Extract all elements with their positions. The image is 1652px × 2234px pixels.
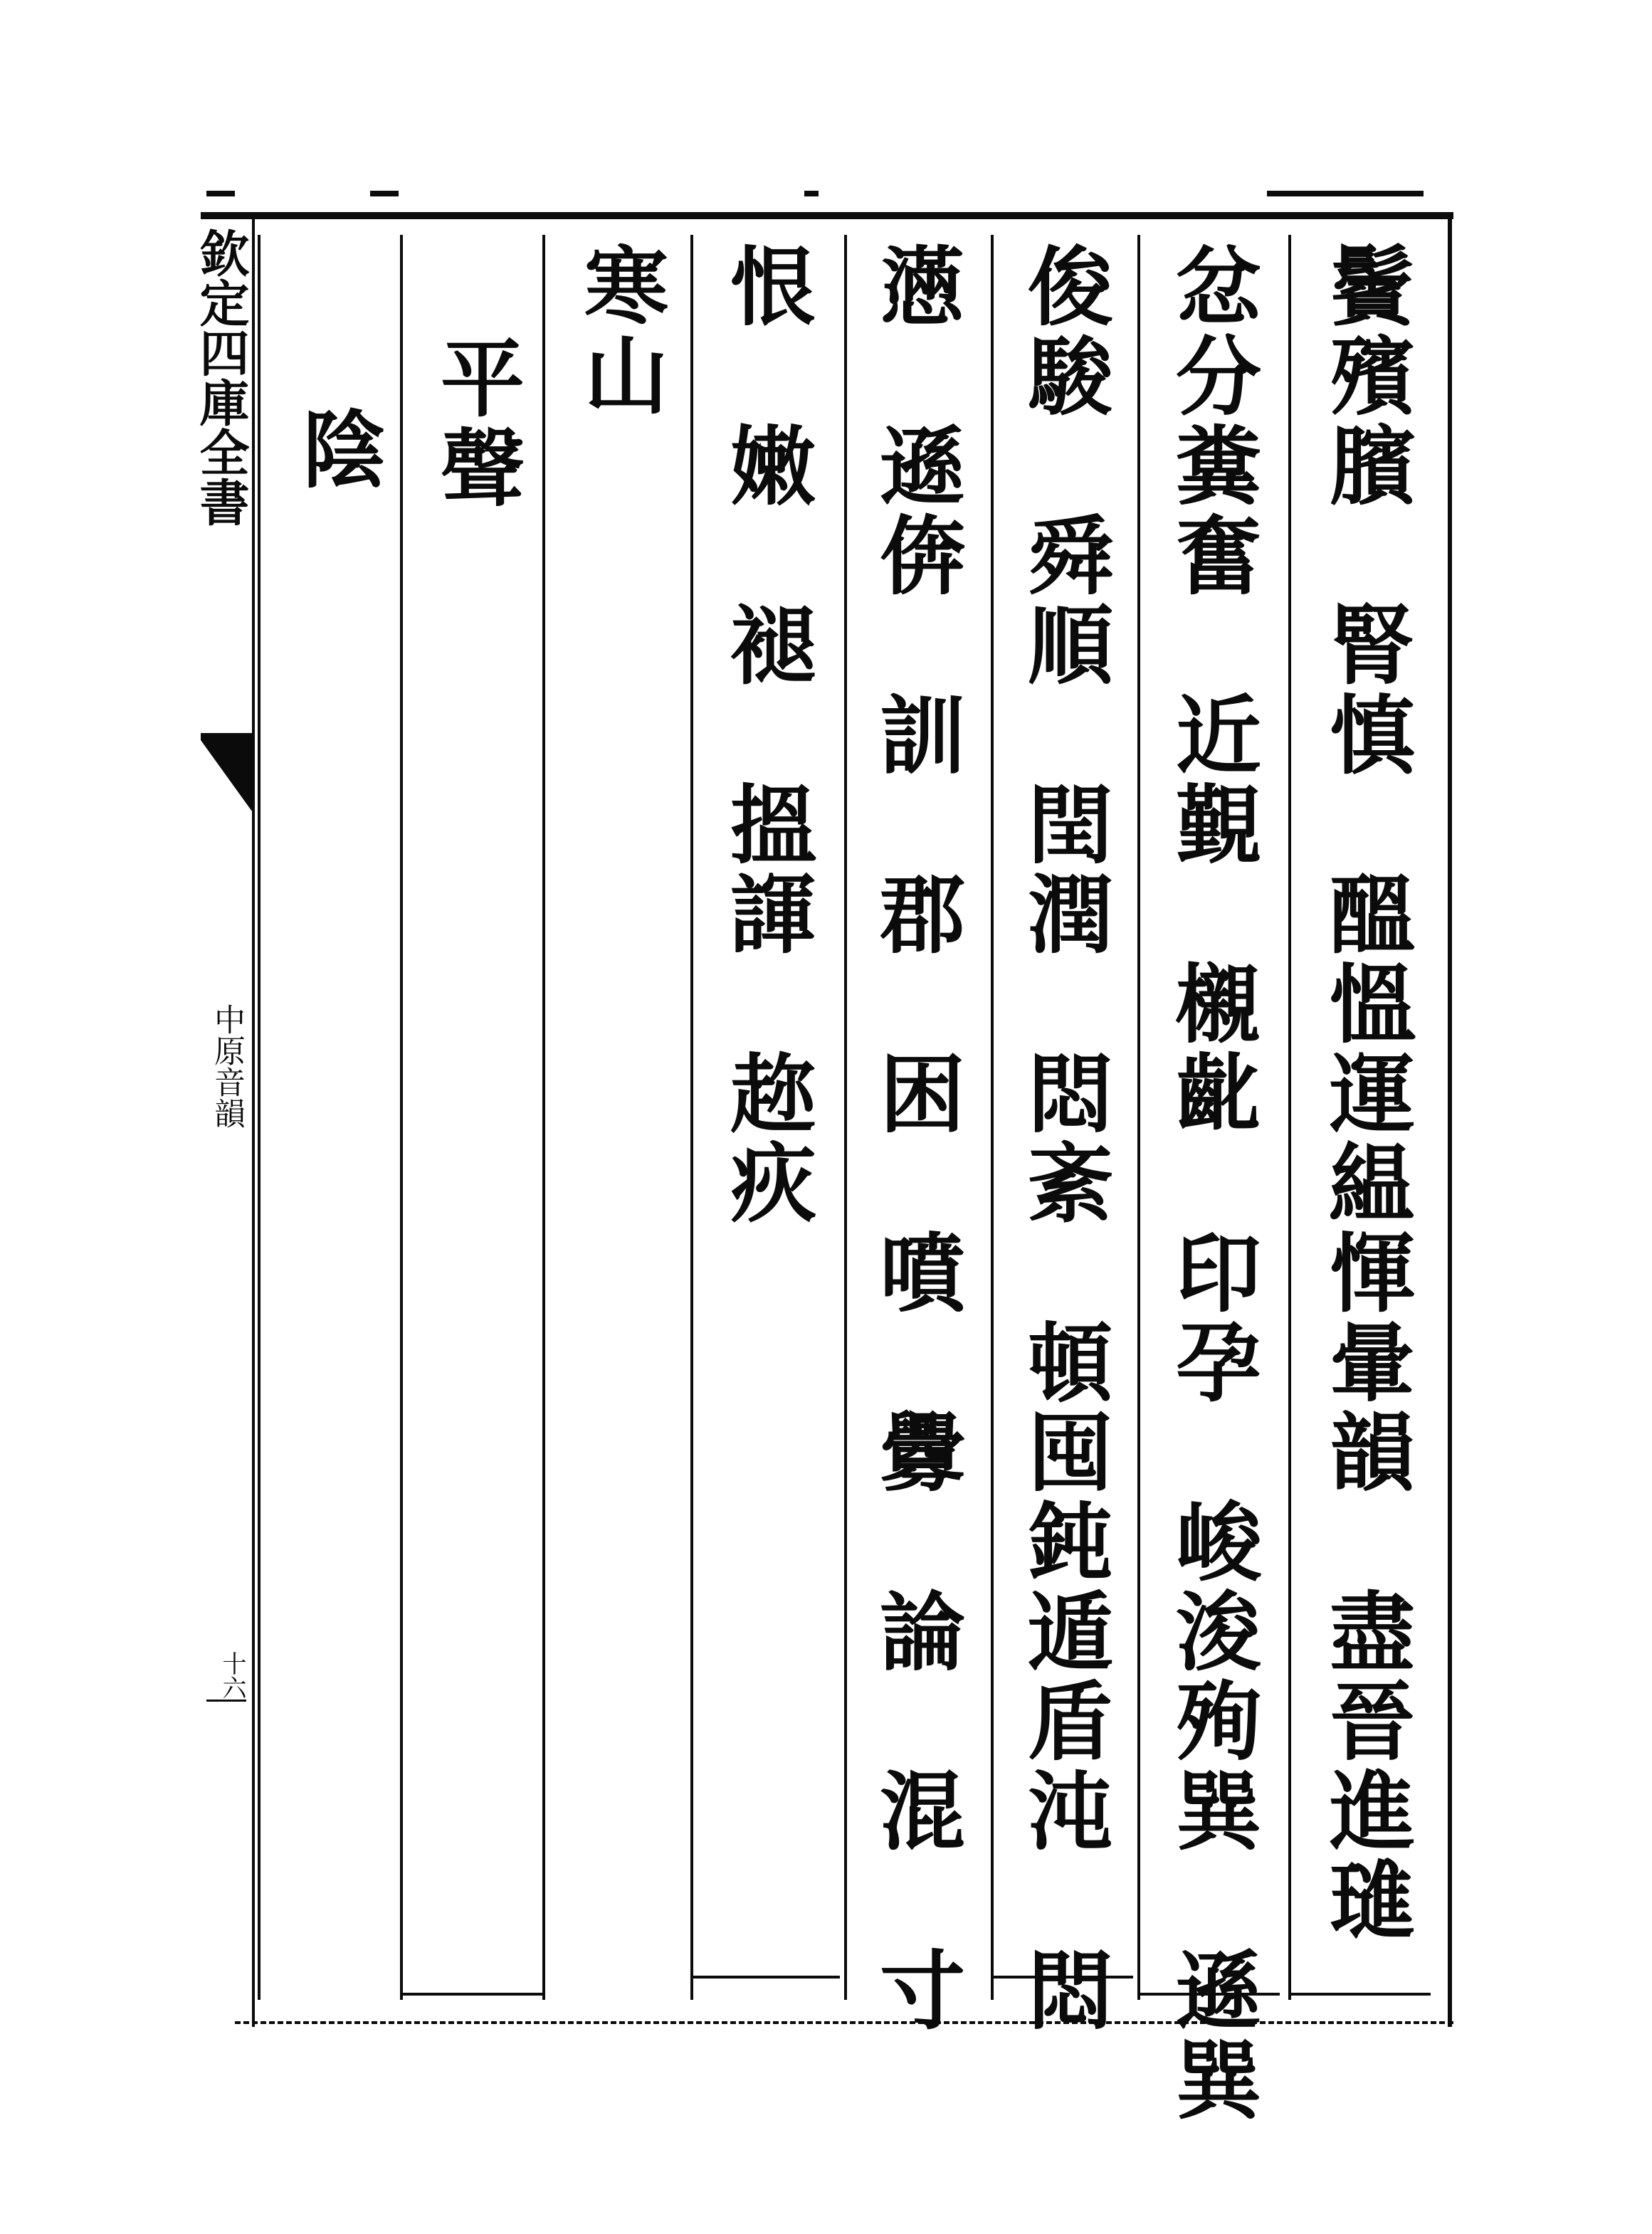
sub-heading: 陰 bbox=[288, 406, 387, 495]
margin-book-title: 中原音韻 bbox=[209, 1003, 245, 1129]
column-rule bbox=[690, 235, 693, 2000]
column-rule bbox=[400, 235, 403, 2000]
rhyme-section-heading: 寒山 bbox=[570, 242, 669, 421]
text-column-5: 恨 嫩 褪 搵諢 趂疢 bbox=[716, 242, 816, 1228]
column-box-bottom bbox=[400, 1993, 542, 1996]
column-rule bbox=[258, 235, 261, 2000]
column-rule bbox=[844, 235, 847, 2000]
top-border-mark bbox=[804, 191, 819, 196]
top-border-mark bbox=[370, 191, 399, 196]
column-rule bbox=[1288, 235, 1291, 2000]
tone-heading: 平聲 bbox=[426, 334, 525, 514]
column-rule bbox=[991, 235, 994, 2000]
top-border bbox=[201, 212, 1453, 219]
text-column-1: 鬢殯臏 腎慎 醞慍運緼惲暈韻 盡晉進璡 bbox=[1315, 242, 1416, 1946]
margin-page-number: 十六 bbox=[206, 1651, 246, 1702]
margin-title: 欽定四庫全書 bbox=[191, 228, 251, 527]
fish-tail-mark-icon bbox=[201, 733, 252, 811]
right-border bbox=[1448, 214, 1452, 2027]
column-rule bbox=[1137, 235, 1140, 2000]
text-column-2: 忿分糞奮 近覲 櫬齔 印孕 峻浚殉巽 遜巽 bbox=[1162, 242, 1262, 2125]
column-rule bbox=[542, 235, 545, 2000]
top-border-mark bbox=[206, 191, 235, 196]
column-box-bottom bbox=[690, 1976, 840, 1979]
text-column-3: 俊駿 舜順 閏潤 悶紊 頓囤鈍遁盾沌 悶 bbox=[1014, 242, 1114, 2035]
top-border-mark bbox=[1267, 191, 1424, 196]
column-box-bottom bbox=[1288, 1993, 1431, 1996]
text-column-4: 懣 遜倴 訓 郡 困 噴 釁 論 混 寸 bbox=[866, 242, 966, 2035]
